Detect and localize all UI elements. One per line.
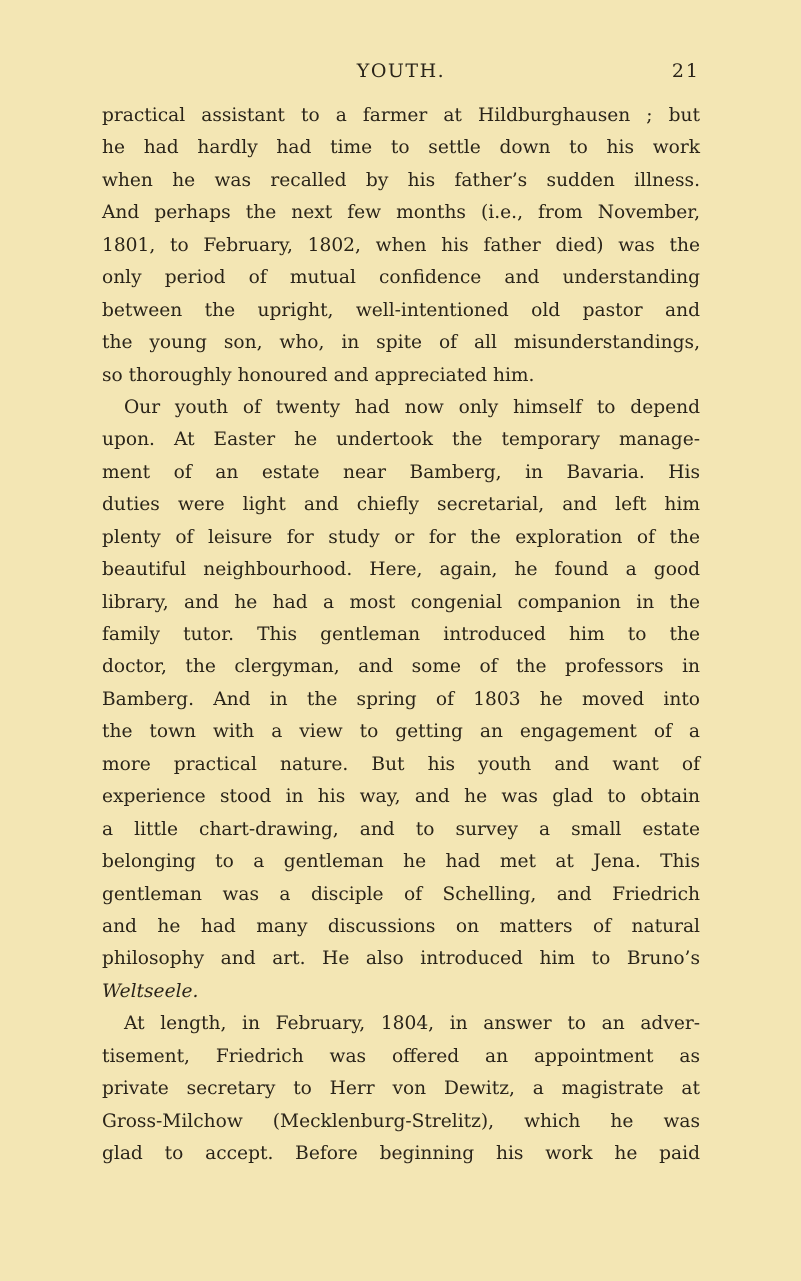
- text-line: Bamberg. And in the spring of 1803 he moved into: [102, 688, 700, 710]
- text-line: he had hardly had time to settle down to his work: [102, 137, 700, 159]
- text-line: Gross-Milchow (Mecklenburg-Strelitz), which he was: [102, 1110, 700, 1132]
- text-line: between the upright, well-intentioned old pastor and: [102, 299, 700, 321]
- text-line: a little chart-drawing, and to survey a small estate: [102, 818, 700, 840]
- text-line: tisement, Friedrich was offered an appointment as: [102, 1045, 700, 1067]
- text-line: practical assistant to a farmer at Hildburghausen ; but: [102, 105, 700, 126]
- body-text: [102, 100, 700, 1170]
- text-line: family tutor. This gentleman introduced him to the: [102, 624, 700, 645]
- text-line: doctor, the clergyman, and some of the professors in: [102, 656, 700, 678]
- text-line: Our youth of twenty had now only himself to depend: [124, 396, 700, 418]
- text-line: And perhaps the next few months (i.e., from November,: [102, 202, 700, 224]
- text-line: so thoroughly honoured and appreciated him.: [102, 364, 535, 386]
- text-line: private secretary to Herr von Dewitz, a magistrate at: [102, 1078, 700, 1100]
- text-line: the town with a view to getting an engagement of a: [102, 721, 700, 743]
- text-line: library, and he had a most congenial companion in the: [102, 591, 700, 613]
- running-head: [102, 60, 700, 90]
- text-line: plenty of leisure for study or for the exploration of the: [102, 526, 700, 548]
- text-line: when he was recalled by his father’s sudden illness.: [102, 169, 700, 191]
- text-line: 1801, to February, 1802, when his father died) was the: [102, 234, 700, 256]
- text-line: belonging to a gentleman he had met at Jena. This: [102, 851, 700, 873]
- text-line: duties were light and chiefly secretarial, and left him: [102, 494, 700, 516]
- running-title: YOUTH.: [356, 60, 446, 82]
- text-line: upon. At Easter he undertook the temporary manage-: [102, 429, 700, 451]
- text-line: only period of mutual confidence and understanding: [102, 267, 700, 289]
- text-line: gentleman was a disciple of Schelling, and Friedrich: [102, 883, 700, 905]
- text-line: philosophy and art. He also introduced him to Bruno’s: [102, 948, 700, 970]
- page-number: 21: [671, 60, 700, 82]
- text-line: glad to accept. Before beginning his work he paid: [102, 1143, 700, 1164]
- text-line: ment of an estate near Bamberg, in Bavaria. His: [102, 461, 700, 483]
- text-line: beautiful neighbourhood. Here, again, he found a good: [102, 559, 700, 581]
- text-line: more practical nature. But his youth and want of: [102, 753, 700, 775]
- text-line: the young son, who, in spite of all misunderstandings,: [102, 332, 700, 354]
- text-line: and he had many discussions on matters of natural: [102, 915, 700, 937]
- text-line: Weltseele.: [102, 980, 199, 1002]
- text-line: At length, in February, 1804, in answer to an adver-: [124, 1013, 700, 1035]
- text-line: experience stood in his way, and he was glad to obtain: [102, 786, 700, 808]
